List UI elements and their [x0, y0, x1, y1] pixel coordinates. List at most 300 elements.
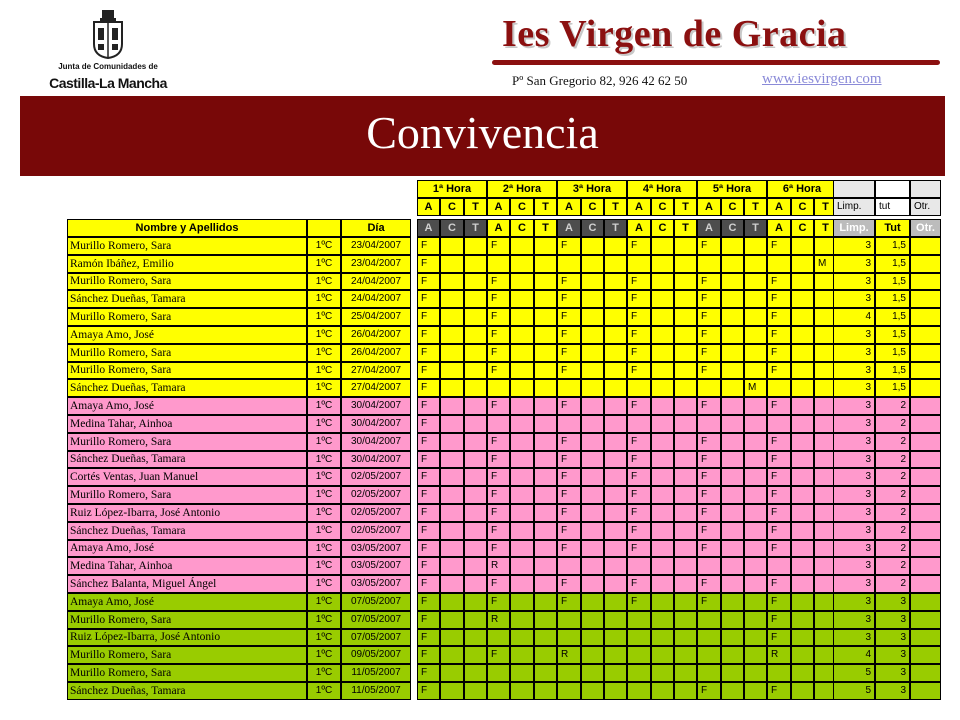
attendance-cell [534, 468, 557, 486]
act-header: T [464, 198, 487, 216]
attendance-cell [604, 344, 627, 362]
attendance-cell [651, 255, 674, 273]
attendance-cell: F [627, 397, 651, 415]
student-curso: 1ºC [307, 611, 341, 629]
attendance-cell [510, 611, 534, 629]
tut-value: 1,5 [875, 273, 910, 290]
attendance-cell [534, 575, 557, 593]
attendance-cell [744, 540, 767, 557]
limp-value: 5 [833, 664, 875, 682]
tut-subheader: Tut [875, 219, 910, 237]
tut-value: 2 [875, 433, 910, 451]
attendance-cell: F [417, 629, 440, 646]
attendance-cell [487, 629, 510, 646]
attendance-cell [440, 646, 464, 664]
attendance-cell [440, 575, 464, 593]
attendance-cell: F [697, 397, 721, 415]
website-link[interactable]: www.iesvirgen.com [762, 71, 882, 87]
student-curso: 1ºC [307, 682, 341, 700]
page-title: Convivencia [366, 107, 599, 158]
title-banner [20, 96, 945, 176]
attendance-cell [534, 629, 557, 646]
otr-value [910, 326, 941, 344]
attendance-cell [510, 540, 534, 557]
attendance-cell [721, 397, 744, 415]
attendance-cell [604, 557, 627, 575]
attendance-cell [510, 290, 534, 308]
tut-value: 1,5 [875, 290, 910, 308]
attendance-cell [627, 557, 651, 575]
attendance-cell [440, 255, 464, 273]
attendance-cell: F [417, 273, 440, 290]
tut-value: 2 [875, 522, 910, 540]
otr-value [910, 682, 941, 700]
attendance-cell [744, 611, 767, 629]
attendance-cell: F [487, 237, 510, 255]
school-underline [492, 60, 940, 65]
attendance-cell: F [487, 575, 510, 593]
attendance-cell: F [697, 344, 721, 362]
act-subheader: A [767, 219, 791, 237]
tut-value: 3 [875, 611, 910, 629]
tut-value: 2 [875, 486, 910, 504]
attendance-cell [604, 308, 627, 326]
attendance-cell [604, 611, 627, 629]
attendance-cell [651, 344, 674, 362]
attendance-cell [721, 308, 744, 326]
attendance-cell [440, 486, 464, 504]
incident-date: 26/04/2007 [341, 344, 411, 362]
hour-header: 6ª Hora [767, 180, 837, 198]
attendance-cell [744, 326, 767, 344]
attendance-cell [721, 433, 744, 451]
attendance-cell: F [627, 451, 651, 468]
student-name: Murillo Romero, Sara [67, 308, 307, 326]
attendance-cell [510, 682, 534, 700]
attendance-cell: F [417, 451, 440, 468]
act-header: T [604, 198, 627, 216]
attendance-cell: F [767, 486, 791, 504]
act-subheader: A [487, 219, 510, 237]
attendance-cell [651, 540, 674, 557]
attendance-cell [744, 557, 767, 575]
attendance-cell: F [767, 468, 791, 486]
attendance-cell [674, 593, 697, 611]
attendance-cell [791, 344, 814, 362]
incident-date: 03/05/2007 [341, 557, 411, 575]
act-subheader: T [534, 219, 557, 237]
student-curso: 1ºC [307, 379, 341, 397]
attendance-cell [791, 468, 814, 486]
attendance-cell: F [697, 273, 721, 290]
act-subheader: T [464, 219, 487, 237]
attendance-cell: F [697, 540, 721, 557]
attendance-cell [651, 575, 674, 593]
attendance-cell [534, 664, 557, 682]
attendance-cell [534, 290, 557, 308]
attendance-cell [791, 308, 814, 326]
attendance-cell [744, 237, 767, 255]
attendance-cell [697, 646, 721, 664]
attendance-cell [627, 255, 651, 273]
hour-header: 1ª Hora [417, 180, 487, 198]
student-curso: 1ºC [307, 290, 341, 308]
attendance-cell: F [417, 486, 440, 504]
attendance-cell: F [487, 540, 510, 557]
act-header: C [440, 198, 464, 216]
attendance-cell: F [767, 522, 791, 540]
attendance-cell [721, 611, 744, 629]
attendance-cell [744, 575, 767, 593]
attendance-cell [534, 557, 557, 575]
attendance-cell: F [697, 290, 721, 308]
attendance-cell [440, 344, 464, 362]
attendance-cell [557, 379, 581, 397]
attendance-cell [791, 433, 814, 451]
attendance-cell [744, 451, 767, 468]
attendance-cell [791, 397, 814, 415]
attendance-cell [581, 504, 604, 522]
attendance-cell [674, 237, 697, 255]
attendance-cell: F [557, 593, 581, 611]
attendance-cell: F [417, 255, 440, 273]
attendance-cell: F [767, 682, 791, 700]
otr-value [910, 344, 941, 362]
attendance-cell: F [557, 362, 581, 379]
attendance-cell [721, 522, 744, 540]
school-name: Ies Virgen de Gracia [502, 13, 847, 55]
limp-value: 5 [833, 682, 875, 700]
attendance-cell: R [487, 611, 510, 629]
attendance-cell [651, 557, 674, 575]
attendance-cell [581, 593, 604, 611]
otr-subheader: Otr. [910, 219, 941, 237]
attendance-cell [604, 646, 627, 664]
act-header: A [627, 198, 651, 216]
attendance-cell [534, 611, 557, 629]
otr-value [910, 255, 941, 273]
act-header: T [744, 198, 767, 216]
attendance-cell [581, 522, 604, 540]
limp-value: 3 [833, 433, 875, 451]
attendance-cell: F [417, 646, 440, 664]
attendance-cell [721, 575, 744, 593]
attendance-cell [674, 540, 697, 557]
student-curso: 1ºC [307, 451, 341, 468]
attendance-cell [581, 397, 604, 415]
student-name: Murillo Romero, Sara [67, 237, 307, 255]
limp-value: 3 [833, 237, 875, 255]
tut-value: 2 [875, 451, 910, 468]
attendance-cell: F [557, 504, 581, 522]
limp-value: 3 [833, 611, 875, 629]
attendance-cell: F [767, 290, 791, 308]
attendance-cell: F [417, 682, 440, 700]
attendance-cell [791, 629, 814, 646]
attendance-cell: F [417, 397, 440, 415]
tut-header: tut [875, 198, 910, 216]
act-header: T [534, 198, 557, 216]
attendance-cell [721, 379, 744, 397]
attendance-cell [744, 646, 767, 664]
student-curso: 1ºC [307, 522, 341, 540]
incident-date: 25/04/2007 [341, 308, 411, 326]
attendance-cell [581, 629, 604, 646]
attendance-cell: F [767, 540, 791, 557]
otr-value [910, 611, 941, 629]
attendance-cell: F [767, 362, 791, 379]
otr-header: Otr. [910, 198, 941, 216]
attendance-cell [744, 362, 767, 379]
attendance-cell [510, 273, 534, 290]
attendance-cell [464, 611, 487, 629]
attendance-cell [651, 611, 674, 629]
student-name: Sánchez Balanta, Miguel Ángel [67, 575, 307, 593]
attendance-cell: M [814, 255, 837, 273]
attendance-cell [721, 557, 744, 575]
attendance-cell: F [767, 593, 791, 611]
otr-value [910, 468, 941, 486]
attendance-cell [651, 629, 674, 646]
limp-value: 3 [833, 415, 875, 433]
incident-date: 24/04/2007 [341, 290, 411, 308]
incident-date: 03/05/2007 [341, 575, 411, 593]
incident-date: 02/05/2007 [341, 504, 411, 522]
attendance-cell [651, 433, 674, 451]
attendance-cell [557, 682, 581, 700]
act-header: A [557, 198, 581, 216]
attendance-cell [510, 362, 534, 379]
act-subheader: T [674, 219, 697, 237]
attendance-cell [510, 308, 534, 326]
attendance-cell: F [417, 468, 440, 486]
attendance-cell [721, 664, 744, 682]
attendance-cell [534, 344, 557, 362]
student-name: Amaya Amo, José [67, 593, 307, 611]
limp-value: 3 [833, 593, 875, 611]
student-curso: 1ºC [307, 664, 341, 682]
attendance-cell [534, 326, 557, 344]
attendance-cell [510, 415, 534, 433]
attendance-cell [464, 326, 487, 344]
attendance-cell [651, 273, 674, 290]
hour-header: 3ª Hora [557, 180, 627, 198]
attendance-cell [464, 540, 487, 557]
attendance-cell [464, 486, 487, 504]
attendance-cell [721, 290, 744, 308]
hour-header: 2ª Hora [487, 180, 557, 198]
attendance-cell [464, 451, 487, 468]
attendance-cell [651, 397, 674, 415]
attendance-cell [534, 451, 557, 468]
student-name: Ruiz López-Ibarra, José Antonio [67, 629, 307, 646]
attendance-cell: F [417, 308, 440, 326]
attendance-cell: F [767, 451, 791, 468]
attendance-cell: F [767, 433, 791, 451]
attendance-cell [791, 362, 814, 379]
attendance-cell [581, 255, 604, 273]
act-header: C [581, 198, 604, 216]
attendance-cell [464, 629, 487, 646]
attendance-cell [581, 273, 604, 290]
otr-value [910, 273, 941, 290]
student-name: Sánchez Dueñas, Tamara [67, 379, 307, 397]
incident-date: 09/05/2007 [341, 646, 411, 664]
attendance-cell: F [627, 540, 651, 557]
attendance-cell: F [487, 362, 510, 379]
student-curso: 1ºC [307, 468, 341, 486]
act-subheader: T [744, 219, 767, 237]
dia-column-header: Día [341, 219, 411, 237]
attendance-cell: F [697, 237, 721, 255]
attendance-cell: F [487, 290, 510, 308]
otr-value [910, 557, 941, 575]
otr-value [910, 486, 941, 504]
otr-value [910, 629, 941, 646]
attendance-cell [791, 290, 814, 308]
student-curso: 1ºC [307, 629, 341, 646]
attendance-cell [604, 575, 627, 593]
attendance-cell [440, 237, 464, 255]
attendance-cell [581, 486, 604, 504]
attendance-cell [604, 504, 627, 522]
attendance-cell [651, 308, 674, 326]
student-curso: 1ºC [307, 593, 341, 611]
attendance-cell [534, 593, 557, 611]
attendance-cell: F [627, 308, 651, 326]
attendance-cell [440, 308, 464, 326]
attendance-cell: F [557, 397, 581, 415]
attendance-cell [534, 237, 557, 255]
act-subheader: C [651, 219, 674, 237]
attendance-cell: F [697, 326, 721, 344]
attendance-cell [721, 504, 744, 522]
attendance-cell [534, 433, 557, 451]
student-name: Sánchez Dueñas, Tamara [67, 451, 307, 468]
incident-date: 27/04/2007 [341, 362, 411, 379]
attendance-cell [744, 344, 767, 362]
student-curso: 1ºC [307, 237, 341, 255]
attendance-cell [440, 504, 464, 522]
attendance-cell [674, 308, 697, 326]
attendance-cell [604, 522, 627, 540]
attendance-cell [510, 433, 534, 451]
attendance-cell [464, 433, 487, 451]
limp-value: 4 [833, 308, 875, 326]
attendance-cell [674, 575, 697, 593]
student-curso: 1ºC [307, 255, 341, 273]
coat-of-arms-icon [88, 8, 128, 60]
attendance-cell [464, 664, 487, 682]
attendance-cell [697, 611, 721, 629]
attendance-cell [674, 362, 697, 379]
attendance-cell [651, 646, 674, 664]
incident-date: 02/05/2007 [341, 468, 411, 486]
attendance-cell [510, 486, 534, 504]
attendance-cell: F [487, 504, 510, 522]
attendance-cell: F [767, 344, 791, 362]
otr-value [910, 451, 941, 468]
attendance-cell: F [627, 344, 651, 362]
attendance-cell [791, 646, 814, 664]
extra-blank [833, 180, 875, 198]
attendance-cell [534, 255, 557, 273]
attendance-cell [440, 362, 464, 379]
attendance-cell [674, 397, 697, 415]
attendance-cell [767, 664, 791, 682]
attendance-cell [767, 255, 791, 273]
attendance-cell [464, 397, 487, 415]
attendance-cell [674, 504, 697, 522]
attendance-cell [464, 344, 487, 362]
tut-value: 1,5 [875, 237, 910, 255]
attendance-cell [510, 593, 534, 611]
attendance-cell [767, 557, 791, 575]
attendance-cell: F [767, 629, 791, 646]
attendance-cell [627, 379, 651, 397]
attendance-cell [744, 308, 767, 326]
curso-column-header [307, 219, 341, 237]
attendance-cell [721, 344, 744, 362]
attendance-cell [557, 415, 581, 433]
attendance-cell: F [417, 237, 440, 255]
limp-value: 3 [833, 575, 875, 593]
attendance-cell: F [557, 575, 581, 593]
attendance-cell [744, 522, 767, 540]
attendance-cell: F [697, 522, 721, 540]
attendance-cell [534, 415, 557, 433]
attendance-cell: F [417, 504, 440, 522]
attendance-cell [627, 611, 651, 629]
limp-value: 3 [833, 344, 875, 362]
limp-value: 3 [833, 362, 875, 379]
tut-value: 3 [875, 664, 910, 682]
attendance-cell: F [627, 504, 651, 522]
attendance-cell [581, 646, 604, 664]
attendance-cell [534, 540, 557, 557]
attendance-cell [744, 415, 767, 433]
attendance-cell [581, 451, 604, 468]
attendance-cell [510, 664, 534, 682]
limp-value: 3 [833, 451, 875, 468]
attendance-cell [744, 397, 767, 415]
attendance-cell: F [697, 486, 721, 504]
tut-value: 2 [875, 415, 910, 433]
attendance-cell: F [487, 593, 510, 611]
incident-date: 27/04/2007 [341, 379, 411, 397]
tut-value: 1,5 [875, 326, 910, 344]
attendance-cell: F [417, 557, 440, 575]
attendance-cell: F [767, 611, 791, 629]
attendance-cell: F [697, 451, 721, 468]
attendance-cell: F [487, 522, 510, 540]
incident-date: 30/04/2007 [341, 397, 411, 415]
extra-blank [910, 180, 941, 198]
attendance-cell: F [417, 379, 440, 397]
attendance-cell [674, 379, 697, 397]
attendance-cell: F [417, 290, 440, 308]
attendance-cell [440, 468, 464, 486]
student-curso: 1ºC [307, 575, 341, 593]
attendance-cell [534, 273, 557, 290]
attendance-cell [581, 433, 604, 451]
attendance-cell: R [487, 557, 510, 575]
attendance-cell [651, 415, 674, 433]
attendance-cell [721, 646, 744, 664]
attendance-cell [440, 522, 464, 540]
attendance-cell: F [767, 308, 791, 326]
attendance-cell [721, 540, 744, 557]
